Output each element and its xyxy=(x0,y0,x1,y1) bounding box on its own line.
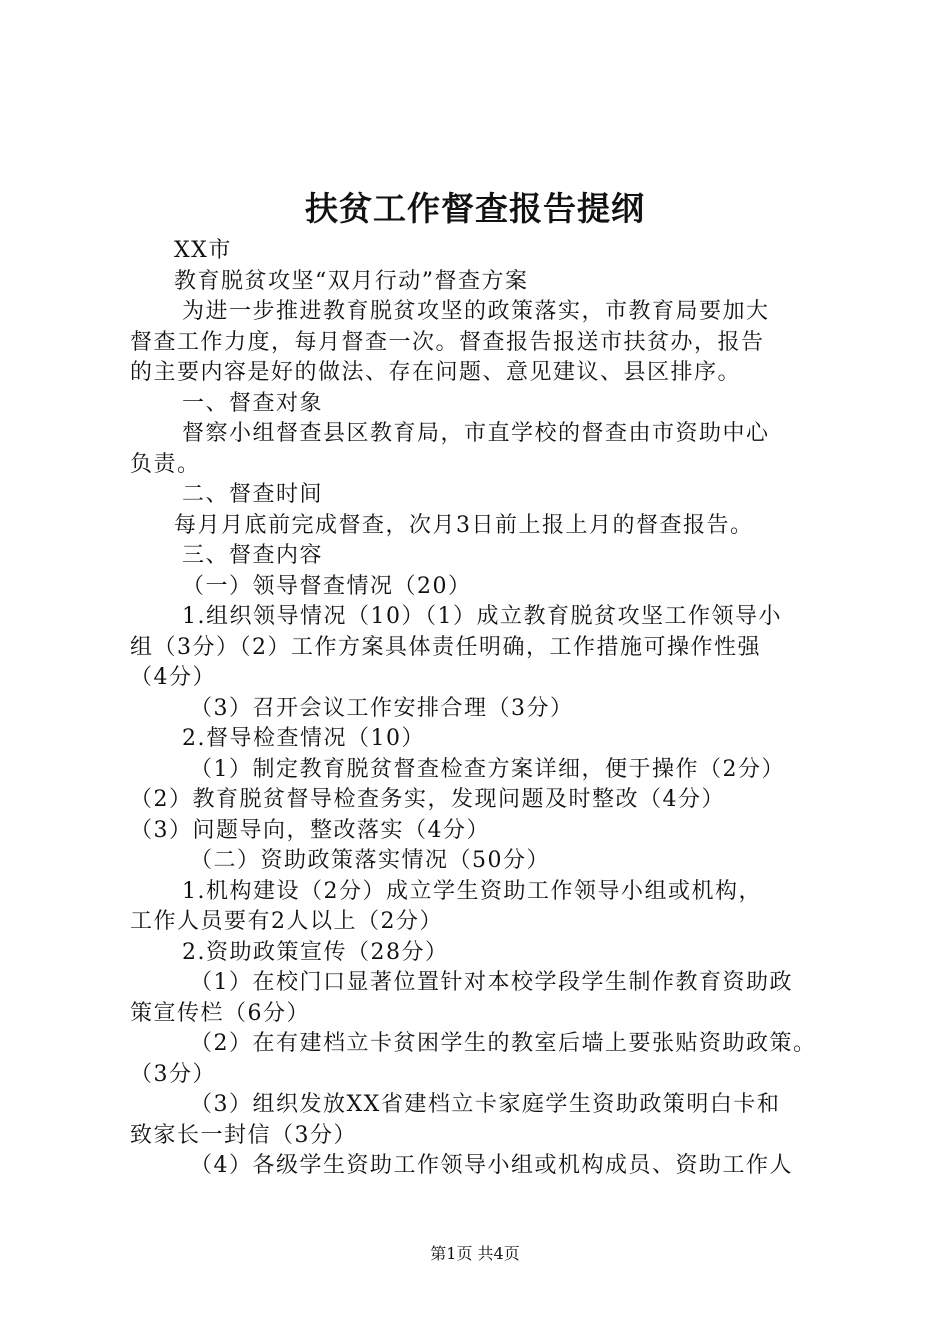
text-line: （2）在有建档立卡贫困学生的教室后墙上要张贴资助政策。 xyxy=(190,1031,817,1056)
text-line: （1）在校门口显著位置针对本校学段学生制作教育资助政 xyxy=(190,970,793,995)
text-line: （2）教育脱贫督导检查务实，发现问题及时整改（4分） xyxy=(130,787,725,812)
section-heading: 一、督查对象 xyxy=(182,390,324,416)
text-line: 策宣传栏（6分） xyxy=(130,1000,310,1026)
section-heading: 二、督查时间 xyxy=(182,482,324,507)
text-line: 教育脱贫攻坚“双月行动”督查方案 xyxy=(174,268,529,294)
text-line: （4）各级学生资助工作领导小组或机构成员、资助工作人 xyxy=(190,1153,793,1178)
text-line: 1.机构建设（2分）成立学生资助工作领导小组或机构， xyxy=(182,878,762,904)
text-line: 的主要内容是好的做法、存在问题、意见建议、县区排序。 xyxy=(130,360,742,385)
text-line: 负责。 xyxy=(130,451,201,477)
text-line: 2.资助政策宣传（28分） xyxy=(182,939,449,965)
text-line: （3）组织发放XX省建档立卡家庭学生资助政策明白卡和 xyxy=(190,1092,781,1117)
text-line: （1）制定教育脱贫督查检查方案详细，便于操作（2分） xyxy=(190,756,785,782)
text-line: （4分） xyxy=(130,665,216,690)
subsection-heading: （一）领导督查情况（20） xyxy=(182,573,472,599)
document-body xyxy=(130,236,842,1182)
subsection-heading: （二）资助政策落实情况（50分） xyxy=(190,848,550,873)
page-footer: 第1页 共4页 xyxy=(430,1244,520,1263)
text-line: 2.督导检查情况（10） xyxy=(182,726,425,751)
text-line: 1.组织领导情况（10）（1）成立教育脱贫攻坚工作领导小 xyxy=(182,604,782,629)
text-line: 督查工作力度，每月督查一次。督查报告报送市扶贫办，报告 xyxy=(130,329,765,355)
text-line: 督察小组督查县区教育局，市直学校的督查由市资助中心 xyxy=(182,421,770,446)
text-line: 致家长一封信（3分） xyxy=(130,1122,357,1148)
section-heading: 三、督查内容 xyxy=(182,543,324,568)
text-line: 为进一步推进教育脱贫攻坚的政策落实，市教育局要加大 xyxy=(182,299,770,324)
text-line: （3分） xyxy=(130,1061,216,1087)
document-title: 扶贫工作督查报告提纲 xyxy=(305,189,645,228)
text-line: 组（3分）（2）工作方案具体责任明确，工作措施可操作性强 xyxy=(130,634,761,660)
text-line: （3）召开会议工作安排合理（3分） xyxy=(190,695,574,721)
text-line: （3）问题导向，整改落实（4分） xyxy=(130,817,490,843)
text-line: 工作人员要有2人以上（2分） xyxy=(130,909,443,934)
text-line: XX市 xyxy=(174,238,232,263)
text-line: 每月月底前完成督查，次月3日前上报上月的督查报告。 xyxy=(174,512,754,538)
